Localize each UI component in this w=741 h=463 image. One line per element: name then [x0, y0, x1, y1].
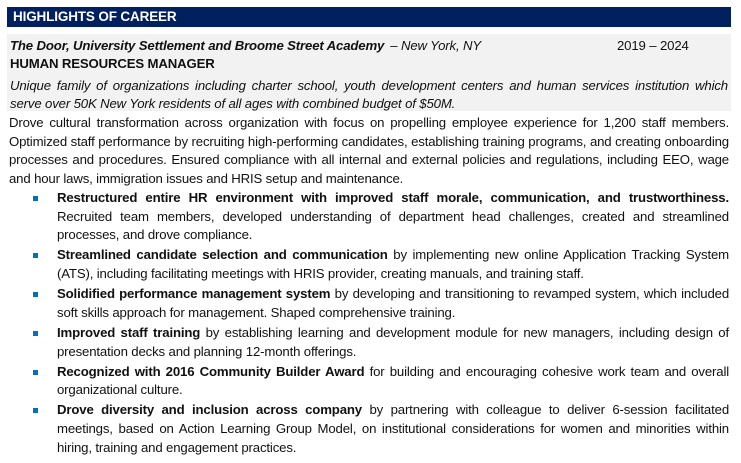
achievement-item	[9, 285, 729, 322]
achievement-item	[9, 324, 729, 361]
achievement-list	[9, 189, 729, 459]
achievement-lead: Drove diversity and inclusion across company	[57, 402, 362, 418]
achievement-lead: Solidified performance management system	[57, 286, 331, 302]
achievement-text: Recruited team members, developed understanding of department head challenges, created and streamlined processes, and drove compliance.	[57, 208, 729, 243]
section-heading: HIGHLIGHTS OF CAREER	[7, 7, 731, 27]
achievement-lead: Recognized with 2016 Community Builder Award	[57, 363, 365, 379]
employer-name: The Door, University Settlement and Broome Street Academy	[10, 38, 385, 53]
job-summary: Drove cultural transformation across organization with focus on propelling employee experience for 1,200 staff members. Optimized staff performance by recruiting high-performing candidates, establishing training programs, and creating onboarding processes and procedures. Ensured compliance with all internal and external policies and regulations, including EEO, wage and hour laws, immigration issues and HRIS setup and maintenance.	[9, 115, 729, 187]
achievement-item	[9, 189, 729, 245]
job-employer-line	[10, 37, 726, 55]
square-bullet-icon	[33, 370, 38, 375]
job-location: – New York, NY	[390, 38, 481, 53]
achievement-text: by establishing learning and development module for new managers, including design of presentation decks and planning 12-month offerings.	[57, 324, 729, 359]
achievement-lead: Improved staff training	[57, 324, 201, 340]
achievement-lead: Streamlined candidate selection and communication	[57, 247, 388, 263]
job-header-box	[7, 34, 731, 111]
square-bullet-icon	[33, 408, 38, 413]
achievement-text: for building and encouraging cohesive work team and overall organizational culture.	[57, 363, 730, 398]
job-dates: 2019 – 2024	[617, 38, 689, 53]
achievement-lead: Restructured entire HR environment with improved staff morale, communication, and trustworthiness.	[57, 190, 729, 205]
achievement-item	[9, 246, 729, 283]
achievement-text: by partnering with colleague to deliver 6-session facilitated meetings, based on Action Learning Group Model, on institutional considerations for women and minorities within hiring, training and engagement practices.	[57, 402, 729, 455]
achievement-text: by implementing new online Application Tracking System (ATS), including facilitating meetings with HRIS provider, creating manuals, and training staff.	[57, 247, 729, 282]
square-bullet-icon	[33, 331, 38, 336]
square-bullet-icon	[33, 253, 38, 258]
achievement-item	[9, 401, 729, 457]
achievement-text: by developing and transitioning to revamped system, which included soft skills approach for management. Shaped comprehensive training.	[57, 286, 729, 320]
achievement-item	[9, 363, 729, 400]
square-bullet-icon	[33, 292, 38, 297]
organization-description: Unique family of organizations including charter school, youth development centers and human services institution which serve over 50K New York residents of all ages with combined budget of $50M.	[10, 78, 728, 111]
square-bullet-icon	[33, 196, 38, 201]
job-title: HUMAN RESOURCES MANAGER	[10, 56, 215, 71]
